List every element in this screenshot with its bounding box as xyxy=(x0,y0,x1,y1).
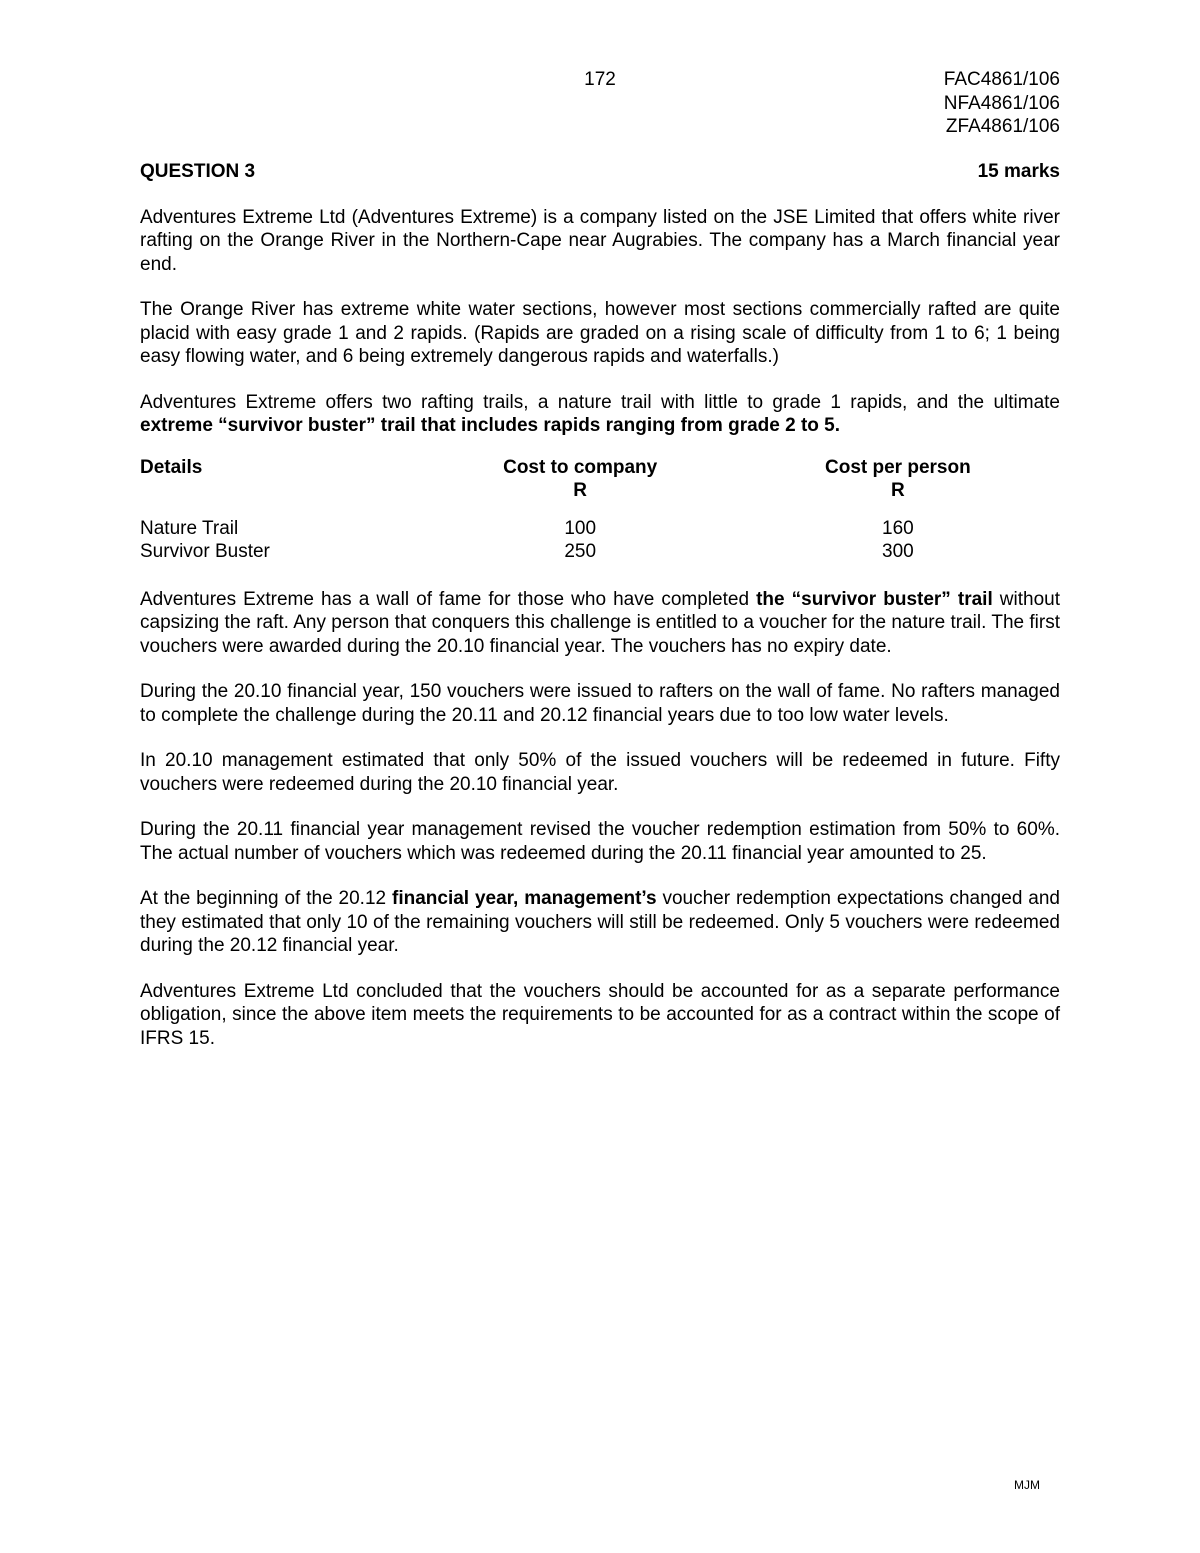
document-body xyxy=(140,160,1060,1072)
paragraph-bold-text: the “survivor buster” trail xyxy=(756,588,993,610)
cost-per-person: 160 xyxy=(882,517,914,539)
paragraph-bold-text: extreme “survivor buster” trail that includes rapids ranging from grade 2 to 5. xyxy=(140,415,841,436)
paragraph-text: At the beginning of the 20.12 xyxy=(140,888,392,909)
paragraph-text: Adventures Extreme offers two rafting trails, a nature trail with little to grade 1 rapids, and the ultimate xyxy=(140,391,1060,413)
table-cell xyxy=(140,479,465,503)
table-row xyxy=(140,540,1060,564)
page-number: 172 xyxy=(584,69,616,90)
paragraph-wall-of-fame xyxy=(140,588,1060,659)
column-header-details: Details xyxy=(140,456,203,478)
paragraph-intro: Adventures Extreme Ltd (Adventures Extreme) is a company listed on the JSE Limited that offers white river rafting on the Orange River in the Northern-Cape near Augrabies. The company has a March financial year end. xyxy=(140,206,1060,275)
cost-to-company: 100 xyxy=(564,517,597,539)
cost-table xyxy=(140,456,1060,564)
question-title: QUESTION 3 xyxy=(140,161,256,182)
table-currency-row xyxy=(140,479,1060,503)
currency-label: R xyxy=(890,480,905,501)
paragraph-estimate-2012 xyxy=(140,887,1060,958)
question-header xyxy=(140,160,1060,184)
paragraph-estimate-2011: During the 20.11 financial year management revised the voucher redemption estimation from 50% to 60%. The actual number of vouchers which was redeemed during the 20.11 financial year amounted to 25. xyxy=(140,819,1060,864)
footer-initials: MJM xyxy=(1014,1478,1040,1492)
currency-label: R xyxy=(573,480,588,501)
column-header-cost-person: Cost per person xyxy=(825,456,971,478)
question-marks: 15 marks xyxy=(977,161,1060,182)
paragraph-text: Adventures Extreme has a wall of fame for those who have completed xyxy=(140,588,757,610)
cost-to-company: 250 xyxy=(564,541,597,562)
trail-name: Survivor Buster xyxy=(140,541,270,562)
table-spacer xyxy=(140,503,1060,517)
paragraph-text: without capsizing the raft. Any person that conquers this challenge is entitled to a voucher for the nature trail. The first vouchers were awarded during the 20.10 financial year. The vouchers has no expiry date. xyxy=(140,588,1060,657)
cost-per-person: 300 xyxy=(882,541,914,562)
module-code: ZFA4861/106 xyxy=(945,116,1060,137)
table-header-row xyxy=(140,456,1060,480)
column-header-cost-company: Cost to company xyxy=(503,456,658,478)
paragraph-vouchers-issued: During the 20.10 financial year, 150 vouchers were issued to rafters on the wall of fame. No rafters managed to complete the challenge during the 20.11 and 20.12 financial years due to too low water levels. xyxy=(140,681,1060,726)
paragraph-estimate-2010: In 20.10 management estimated that only 50% of the issued vouchers will be redeemed in future. Fifty vouchers were redeemed during the 20.10 financial year. xyxy=(140,750,1060,795)
paragraph-text: voucher redemption expectations changed and they estimated that only 10 of the remaining vouchers will still be redeemed. Only 5 vouchers were redeemed during the 20.12 financial year. xyxy=(140,888,1060,956)
table-row xyxy=(140,517,1060,541)
paragraph-trails xyxy=(140,391,1060,438)
module-code: NFA4861/106 xyxy=(943,92,1060,114)
module-code: FAC4861/106 xyxy=(943,69,1060,90)
paragraph-bold-text: financial year, management’s xyxy=(392,888,657,909)
paragraph-conclusion: Adventures Extreme Ltd concluded that the vouchers should be accounted for as a separate performance obligation, since the above item meets the requirements to be accounted for as a contract within the scope of IFRS 15. xyxy=(140,980,1060,1049)
module-codes xyxy=(944,68,1060,139)
trail-name: Nature Trail xyxy=(140,517,239,539)
paragraph-river: The Orange River has extreme white water sections, however most sections commercially rafted are quite placid with easy grade 1 and 2 rapids. (Rapids are graded on a rising scale of difficulty from 1 to 6; 1 being easy flowing water, and 6 being extremely dangerous rapids and waterfalls.) xyxy=(140,299,1060,367)
